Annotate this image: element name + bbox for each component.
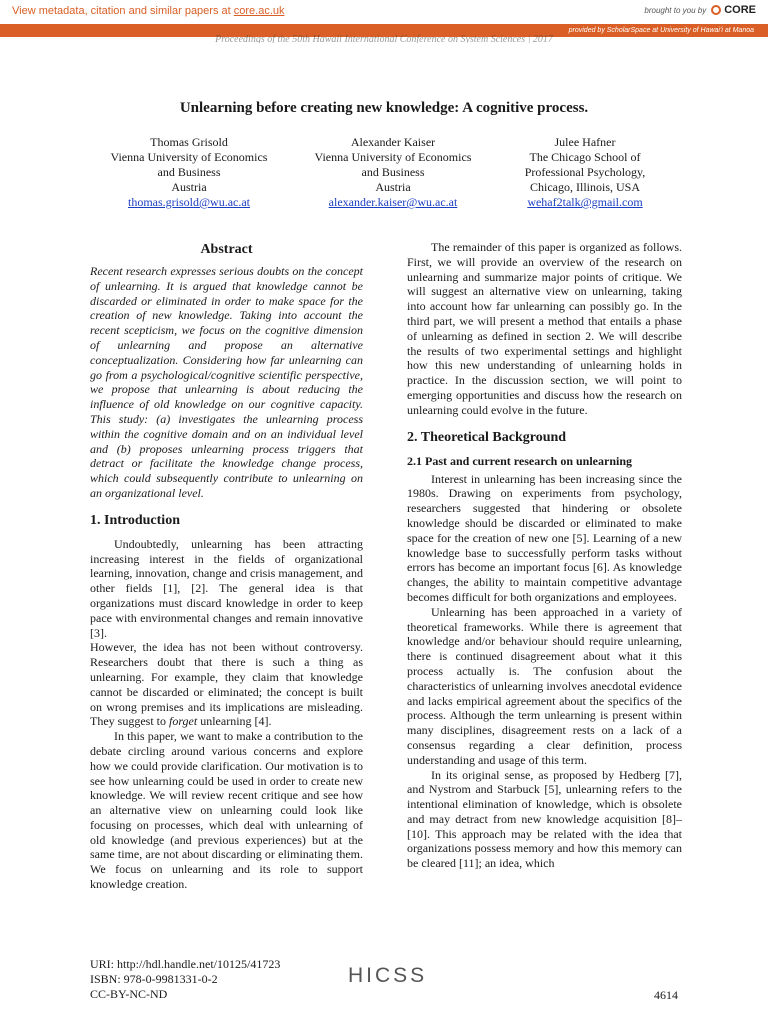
author-affiliation: The Chicago School of [529, 150, 641, 164]
footer-isbn: ISBN: 978-0-9981331-0-2 [90, 972, 218, 986]
core-logo [711, 4, 756, 16]
core-link[interactable]: core.ac.uk [233, 5, 285, 17]
brought-label: brought to you by [644, 5, 707, 15]
intro-paragraph-3: In this paper, we want to make a contribution to the debate circling around various concerns and explore how we could provide clarification. Our motivation is to see how unlearning could be used in order to create new knowledge. We will review recent critique and see how an alternative view on unlearning could look like focusing on processes, which deal with unlearning of old knowledge (and previous experiences) but at the same time, are not about discarding or eliminating them. We focus on unlearning and its role to support knowledge creation. [90, 729, 363, 892]
abstract-text: Recent research expresses serious doubts on the concept of unlearning. It is argued that knowledge cannot be discarded or eliminated in order to make space for the creation of new knowledge. Taking into account the recent scepticism, we focus on the cognitive dimension of unlearning and propose an alternative conceptualization. Considering how far unlearning can go from a psychological/cognitive scientific perspective, we propose that unlearning is about reducing the influence of old knowledge on our cognitive capacity. This study: (a) investigates the unlearning process within the cognitive domain and on an individual level and (b) proposes unlearning process triggers that detract or facilitate the knowledge change process, which could subsequently contribute to unlearning on an organizational level. [90, 264, 363, 500]
footer-info [90, 957, 280, 1002]
core-logo-icon [711, 5, 721, 15]
left-column [90, 240, 363, 892]
author-location: Chicago, Illinois, USA [530, 180, 640, 194]
author-grisold [79, 135, 299, 210]
page-number: 4614 [654, 988, 678, 1002]
intro-p2-end: unlearning [4]. [197, 714, 272, 729]
footer-uri: URI: http://hdl.handle.net/10125/41723 [90, 957, 281, 971]
author-name: Thomas Grisold [150, 135, 228, 149]
intro-p2-start: However, the idea has not been without controversy. Researchers doubt that there is such a thing as unlearning. For example, they claim that knowledge cannot be discarded or eliminated; the concept is built on wrong premises and its implications are misleading. They suggest to [90, 640, 363, 729]
outline-paragraph: The remainder of this paper is organized as follows. First, we will provide an overview of the research on unlearning and summarize major points of critique. We will suggest an alternative view on unlearning, taking into account how far unlearning can possibly go. In the third part, we will present a method that entails a phase of unlearning as defined in section 2. We will describe the results of two experimental settings and highlight how this new understanding of unlearning holds in practice. In the discussion section, we will point to emerging opportunities and discuss how the research on unlearning could evolve in the future. [407, 240, 682, 417]
hicss-logo: HICSS [348, 964, 428, 987]
core-logo-text: CORE [724, 4, 756, 16]
author-country: Austria [375, 180, 411, 194]
author-affiliation: and Business [361, 165, 425, 179]
section-2-heading: 2. Theoretical Background [407, 429, 567, 445]
author-affiliation: Professional Psychology, [524, 165, 646, 179]
author-affiliation: Vienna University of Economics [110, 150, 268, 164]
author-name: Alexander Kaiser [350, 135, 436, 149]
provided-by-bar[interactable]: provided by ScholarSpace at University of Hawai'i at Manoa [0, 24, 768, 37]
author-affiliation: and Business [157, 165, 221, 179]
author-kaiser [283, 135, 503, 210]
right-column [407, 240, 682, 871]
background-paragraph-1: Interest in unlearning has been increasing since the 1980s. Drawing on experiments from psychology, researchers suggested that hindering or obsolete knowledge should be discarded or eliminated to make space for the creation of new one [5]. Learning of a new knowledge base to successfully perform tasks without errors has become an important focus [6]. As knowledge changes, the ability to maintain competitive advantage becomes difficult for both organizations and employees. [407, 471, 682, 604]
footer-license: CC-BY-NC-ND [90, 987, 168, 1001]
author-hafner [475, 135, 695, 210]
intro-paragraph-2 [90, 640, 363, 729]
paper-title: Unlearning before creating new knowledge: A cognitive process. [179, 100, 589, 116]
author-country: Austria [171, 180, 207, 194]
core-brand[interactable] [644, 4, 756, 16]
intro-heading: 1. Introduction [90, 512, 180, 528]
intro-p2-emphasis: forget [169, 714, 198, 729]
abstract-heading: Abstract [200, 242, 253, 257]
intro-paragraph-1: Undoubtedly, unlearning has been attracting increasing interest in the fields of organizational learning, innovation, change and crisis management, and other fields [1], [2]. The general idea is that organizations must discard knowledge in order to keep pace with environmental changes and remain innovative [3]. [90, 536, 363, 640]
author-email-link[interactable]: wehaf2talk@gmail.com [527, 195, 643, 209]
background-paragraph-2: Unlearning has been approached in a variety of theoretical frameworks. While there is agreement that knowledge and/or behaviour should require unlearning, there is continued disagreement about what it this process actually is. The confusion about the characteristics of unlearning involves anecdotal evidence and lacks empirical agreement about the specifics of the process. Although the term unlearning is present within many disciplines, disagreement rests on a lack of a consensus regarding a clear definition, process understanding and usage of this term. [407, 604, 682, 767]
core-metadata-label: View metadata, citation and similar papers at [12, 5, 234, 17]
author-name: Julee Hafner [554, 135, 616, 149]
background-paragraph-3: In its original sense, as proposed by Hedberg [7], and Nystrom and Starbuck [5], unlearning refers to the intentional elimination of knowledge, which is obsolete and may detract from new knowledge acquisition [8]–[10]. This approach may be related with the idea that organizations possess memory and how this memory can be cleared [11]; an idea, which [407, 767, 682, 871]
core-metadata-text [12, 5, 285, 17]
core-banner [0, 0, 768, 25]
proceedings-header: Proceedings of the 50th Hawaii International Conference on System Sciences | 2017 [215, 34, 553, 43]
section-2-1-heading: 2.1 Past and current research on unlearning [407, 453, 633, 468]
author-email-link[interactable]: alexander.kaiser@wu.ac.at [328, 195, 458, 209]
author-affiliation: Vienna University of Economics [314, 150, 472, 164]
author-email-link[interactable]: thomas.grisold@wu.ac.at [127, 195, 251, 209]
